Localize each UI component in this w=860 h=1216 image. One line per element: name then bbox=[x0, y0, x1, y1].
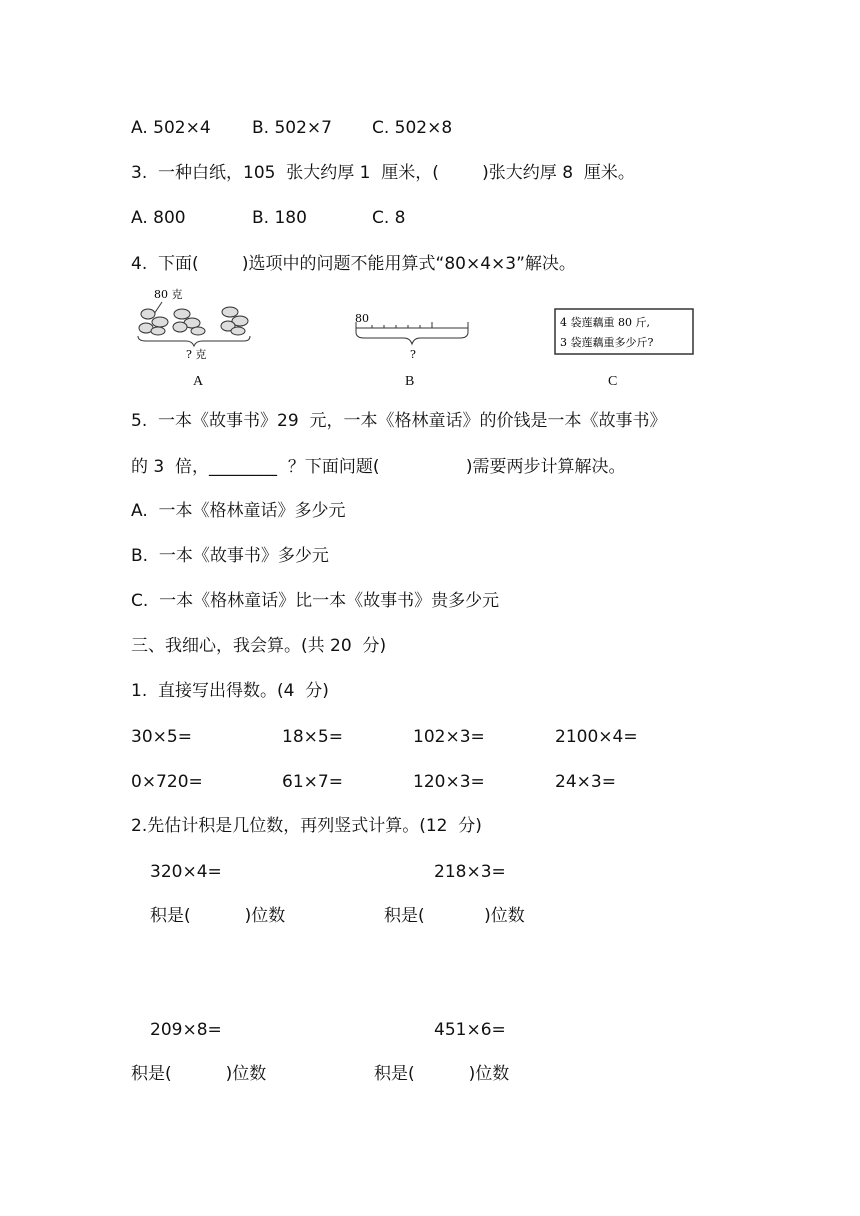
q5-option-b[interactable]: B. 一本《故事书》多少元 bbox=[131, 546, 329, 566]
q5-option-a[interactable]: A. 一本《格林童话》多少元 bbox=[131, 501, 346, 521]
q3-option-b[interactable]: B. 180 bbox=[252, 208, 307, 228]
question-5-line-1: 5. 一本《故事书》29 元，一本《格林童话》的价钱是一本《故事书》 bbox=[131, 411, 667, 431]
figure-c-line-2: 3 袋莲藕重多少斤? bbox=[560, 336, 654, 349]
question-4-text: 4. 下面( )选项中的问题不能用算式“80×4×3”解决。 bbox=[131, 254, 576, 274]
section-3-title: 三、我细心，我会算。(共 20 分) bbox=[131, 636, 387, 656]
q3-option-a[interactable]: A. 800 bbox=[131, 208, 186, 228]
figure-b-bottom-label: ? bbox=[410, 348, 416, 361]
figure-a-bottom-label: ? 克 bbox=[186, 348, 207, 361]
figure-a-label: A bbox=[193, 374, 204, 389]
section-3-q2-title: 2.先估计积是几位数，再列竖式计算。(12 分) bbox=[131, 816, 482, 836]
figure-c-text-box bbox=[554, 308, 696, 356]
vertical-calc-problem: 320×4= bbox=[150, 862, 222, 882]
q3-option-c[interactable]: C. 8 bbox=[372, 208, 406, 228]
calc-item: 24×3= bbox=[555, 772, 616, 792]
calc-item: 18×5= bbox=[282, 727, 343, 747]
calc-item: 120×3= bbox=[413, 772, 485, 792]
vertical-calc-problem: 451×6= bbox=[434, 1020, 506, 1040]
digit-count-blank[interactable]: 积是( )位数 bbox=[384, 906, 525, 926]
digit-count-blank[interactable]: 积是( )位数 bbox=[150, 906, 286, 926]
calc-item: 2100×4= bbox=[555, 727, 638, 747]
digit-count-blank[interactable]: 积是( )位数 bbox=[131, 1064, 267, 1084]
figure-c-line-1: 4 袋莲藕重 80 斤, bbox=[560, 316, 650, 329]
q5-option-c[interactable]: C. 一本《格林童话》比一本《故事书》贵多少元 bbox=[131, 591, 500, 611]
figure-b-label: B bbox=[405, 374, 415, 389]
figure-a-top-label: 80 克 bbox=[154, 288, 183, 301]
question-3-text: 3. 一种白纸，105 张大约厚 1 厘米，( )张大约厚 8 厘米。 bbox=[131, 163, 635, 183]
figure-c-label: C bbox=[608, 374, 618, 389]
vertical-calc-problem: 218×3= bbox=[434, 862, 506, 882]
figure-b-line-segment bbox=[352, 308, 472, 366]
digit-count-blank[interactable]: 积是( )位数 bbox=[374, 1064, 510, 1084]
figure-a-lotus-roots bbox=[136, 286, 256, 366]
vertical-calc-problem: 209×8= bbox=[150, 1020, 222, 1040]
calc-item: 102×3= bbox=[413, 727, 485, 747]
calc-item: 0×720= bbox=[131, 772, 203, 792]
section-3-q1-title: 1. 直接写出得数。(4 分) bbox=[131, 681, 329, 701]
figure-b-start-label: 80 bbox=[355, 312, 369, 325]
calc-item: 61×7= bbox=[282, 772, 343, 792]
option-a[interactable]: A. 502×4 bbox=[131, 118, 211, 138]
option-b[interactable]: B. 502×7 bbox=[252, 118, 332, 138]
question-5-line-2: 的 3 倍，________ ？下面问题( )需要两步计算解决。 bbox=[131, 457, 626, 477]
option-c[interactable]: C. 502×8 bbox=[372, 118, 453, 138]
calc-item: 30×5= bbox=[131, 727, 192, 747]
